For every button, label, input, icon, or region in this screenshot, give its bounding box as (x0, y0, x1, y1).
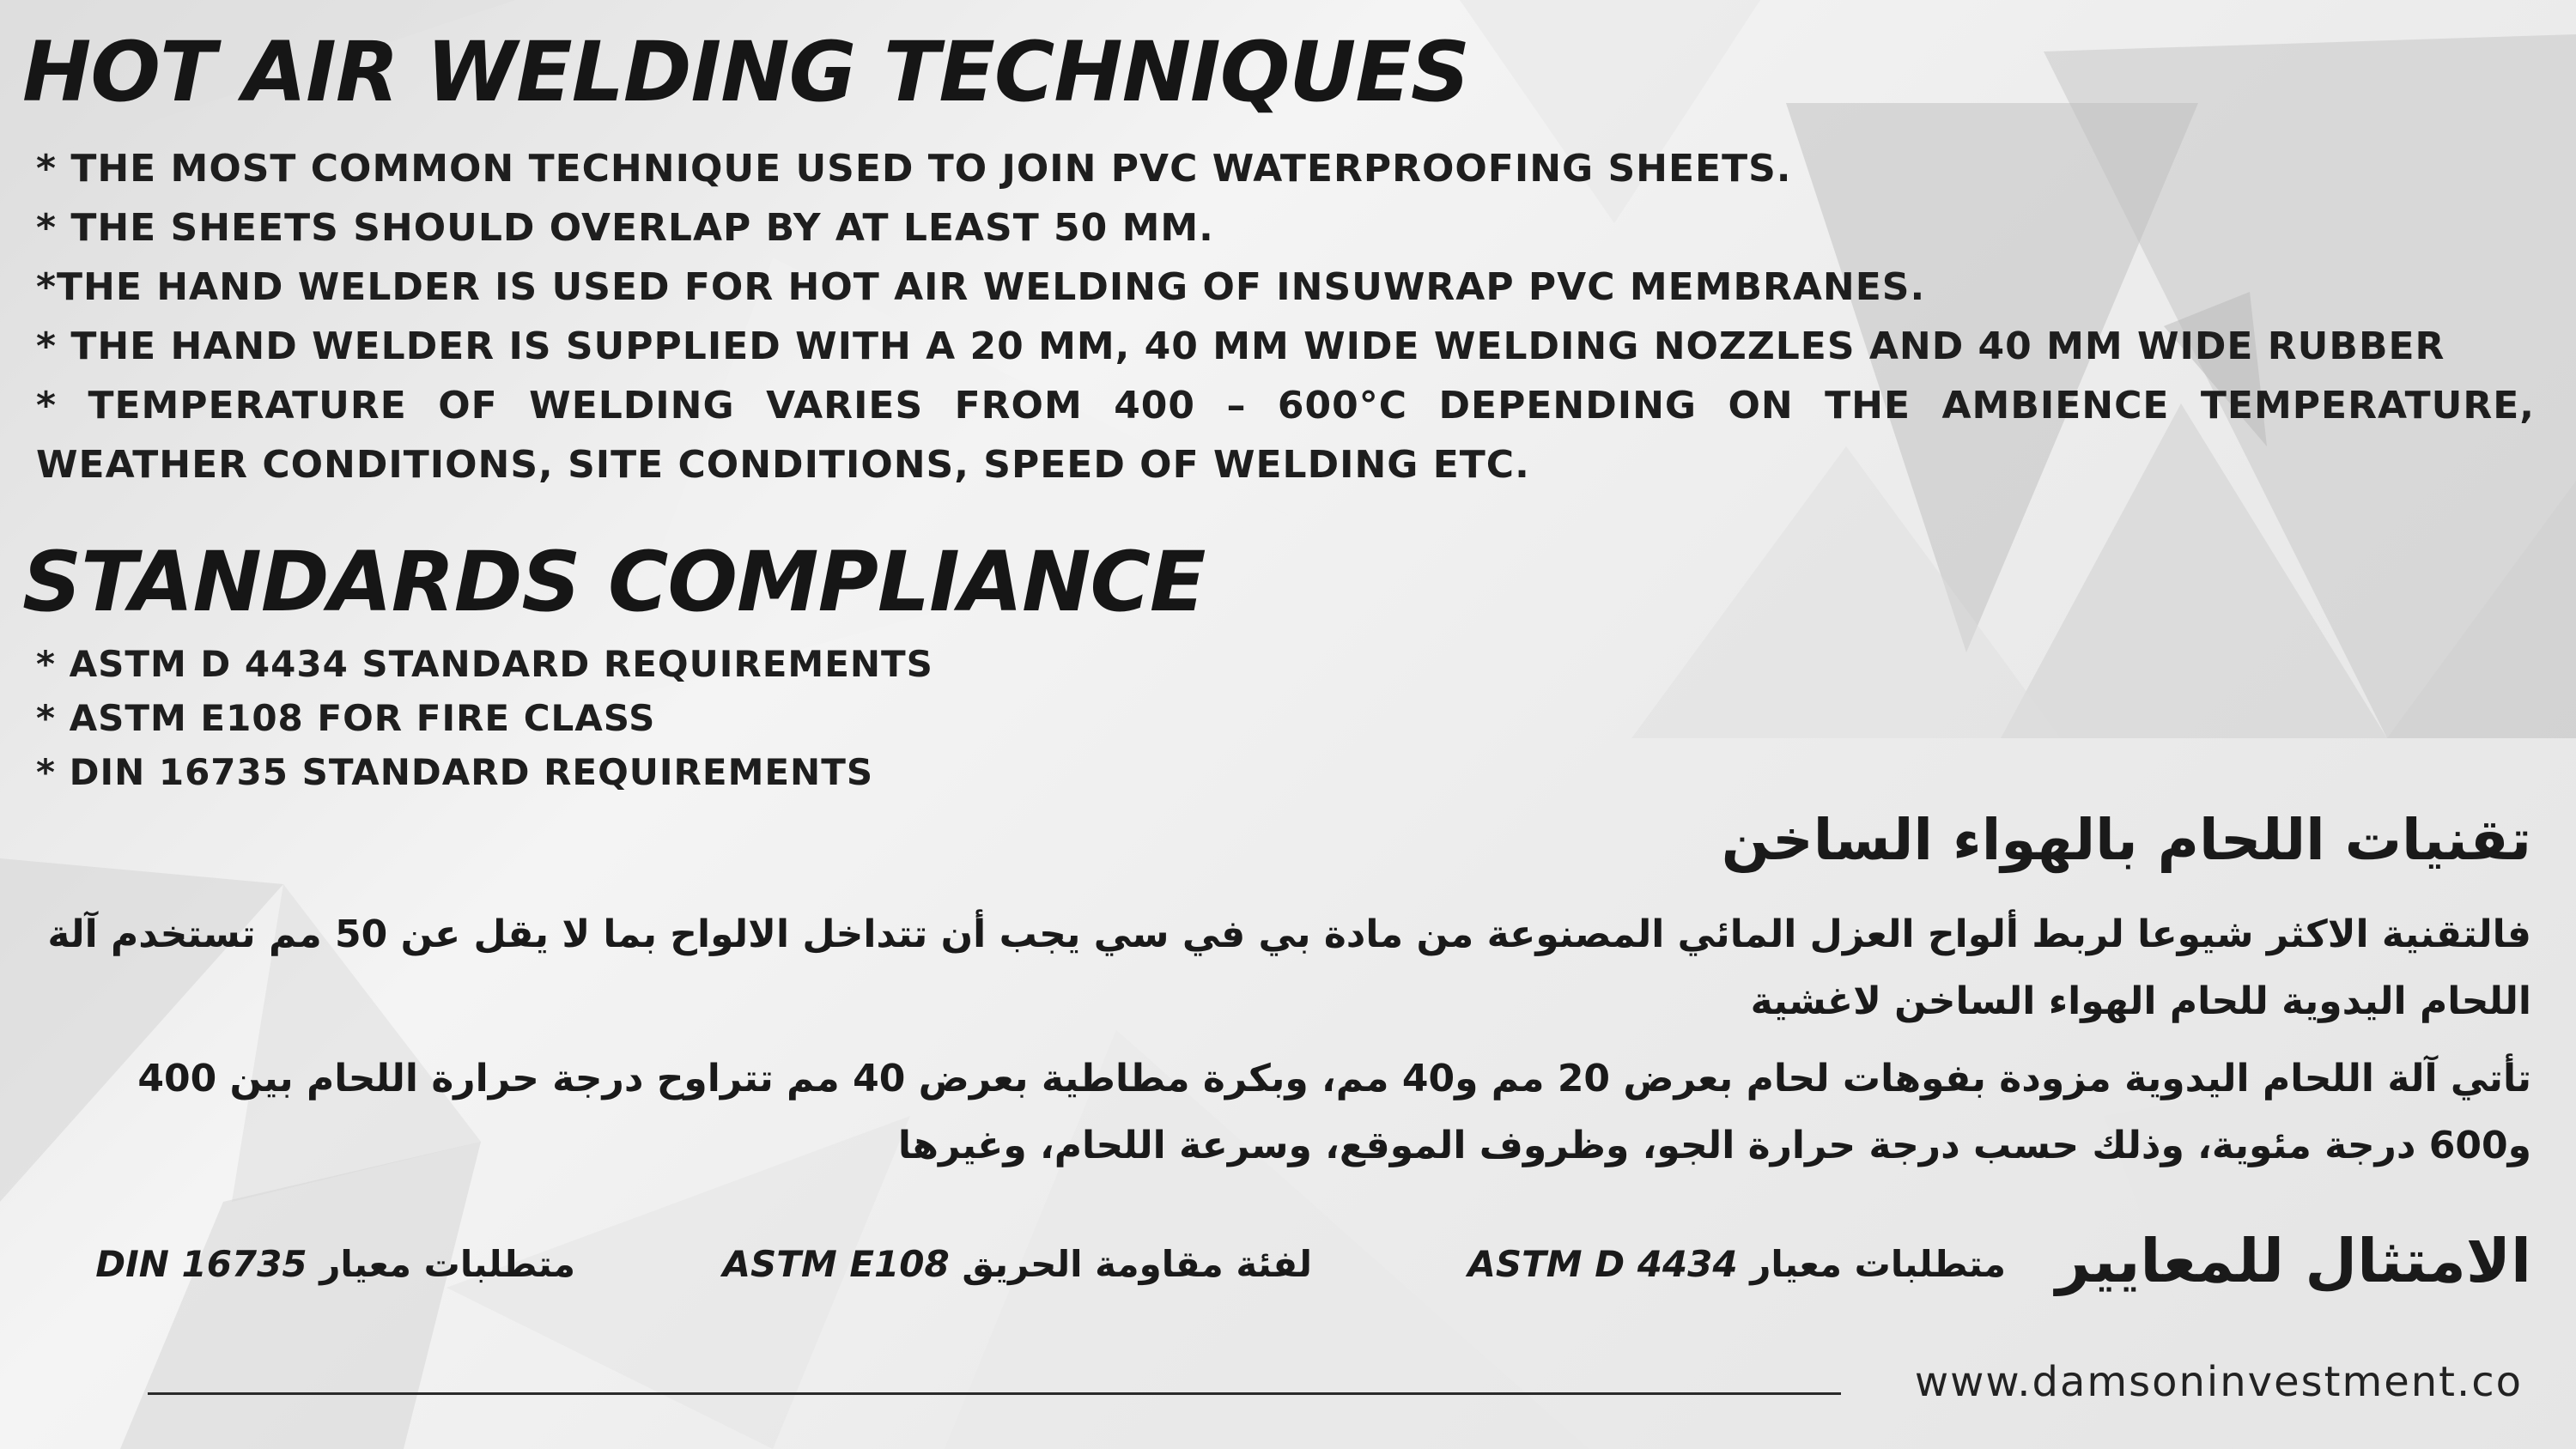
techniques-list (36, 139, 2535, 494)
arabic-paragraph-2: تأتي آلة اللحام اليدوية مزودة بفوهات لحام بعرض 20 مم و40 مم، وبكرة مطاطية بعرض 40 مم تتراوح درجة حرارة اللحام بين 400 و600 درجة مئوية، وذلك حسب درجة حرارة الجو، وظروف الموقع، وسرعة اللحام، وغيرها (137, 1057, 2531, 1167)
techniques-item: * THE MOST COMMON TECHNIQUE USED TO JOIN PVC WATERPROOFING SHEETS. (36, 147, 1792, 191)
techniques-item: * THE SHEETS SHOULD OVERLAP BY AT LEAST 50 MM. (36, 206, 1214, 250)
arabic-paragraph-1: فالتقنية الاكثر شيوعا لربط ألواح العزل المائي المصنوعة من مادة بي في سي يجب أن تتداخل الالواح بما لا يقل عن 50 مم تستخدم آلة اللحام اليدوية للحام الهواء الساخن لاغشية (47, 912, 2531, 1023)
standard-code: DIN 16735 (95, 1243, 307, 1285)
standards-item: * ASTM E108 FOR FIRE CLASS (36, 697, 656, 739)
standards-item: * ASTM D 4434 STANDARD REQUIREMENTS (36, 643, 933, 685)
arabic-standard-text: متطلبات معيار (319, 1243, 575, 1285)
techniques-item: * TEMPERATURE OF WELDING VARIES FROM 400 – 600°C DEPENDING ON THE AMBIENCE TEMPERATURE, WEATHER CONDITIONS, SITE CONDITIONS, SPEED OF WELDING ETC. (36, 384, 2535, 487)
website-link[interactable]: www.damsoninvestment.co (1914, 1358, 2523, 1406)
standard-code: ASTM D 4434 (1467, 1243, 1738, 1285)
standards-item: * DIN 16735 STANDARD REQUIREMENTS (36, 751, 874, 793)
arabic-standard-text: متطلبات معيار (1750, 1243, 2006, 1285)
standards-list (36, 637, 933, 799)
footer-divider (148, 1392, 1841, 1395)
techniques-title: HOT AIR WELDING TECHNIQUES (22, 24, 1470, 120)
arabic-standards-title: الامتثال للمعايير (2056, 1226, 2531, 1296)
standard-code: ASTM E108 (722, 1243, 950, 1285)
techniques-item: *THE HAND WELDER IS USED FOR HOT AIR WELDING OF INSUWRAP PVC MEMBRANES. (36, 265, 1926, 309)
standards-title: STANDARDS COMPLIANCE (22, 534, 1206, 630)
techniques-item: * THE HAND WELDER IS SUPPLIED WITH A 20 MM, 40 MM WIDE WELDING NOZZLES AND 40 MM WIDE RUBBER (36, 324, 2445, 368)
arabic-standard-item (95, 1243, 575, 1285)
arabic-standard-item (723, 1243, 1312, 1285)
arabic-standard-item (1467, 1243, 2006, 1285)
arabic-standard-text: لفئة مقاومة الحريق (962, 1243, 1312, 1285)
arabic-title: تقنيات اللحام بالهواء الساخن (1721, 807, 2531, 873)
